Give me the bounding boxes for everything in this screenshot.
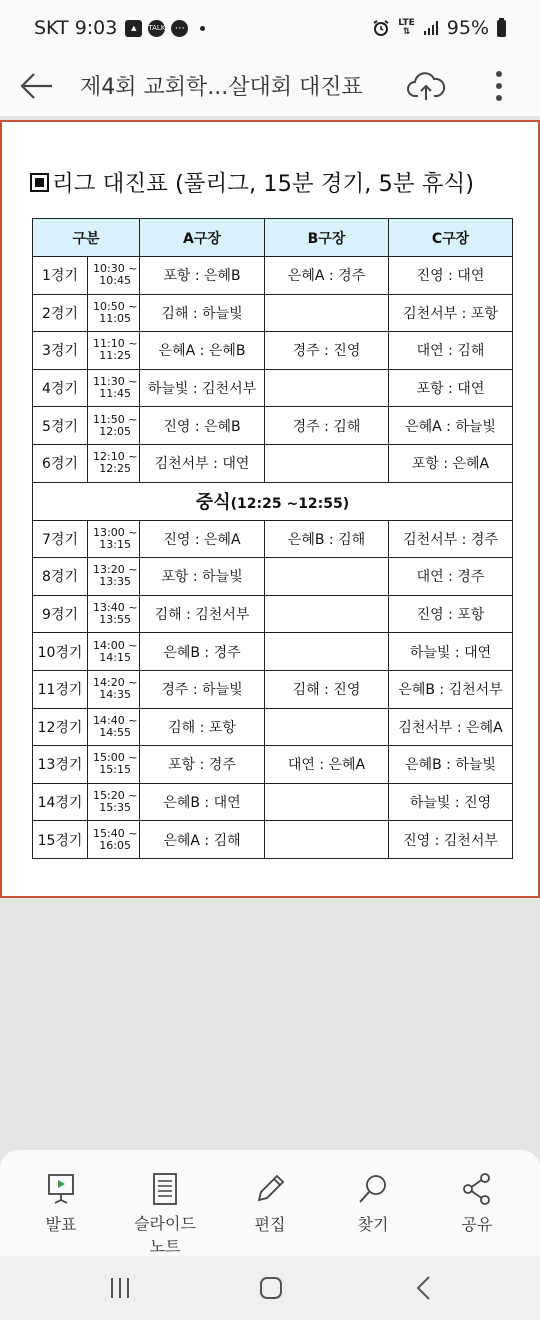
app-bar [0, 56, 540, 116]
court-a-match: 진영 : 은혜A [140, 520, 265, 558]
game-number: 6경기 [33, 444, 88, 482]
share-button[interactable] [432, 1172, 522, 1235]
game-time: 10:50 ~ 11:05 [88, 294, 140, 332]
court-a-match: 은혜B : 경주 [140, 633, 265, 671]
game-number: 14경기 [33, 783, 88, 821]
court-a-match: 은혜B : 대연 [140, 783, 265, 821]
presentation-icon [44, 1172, 78, 1206]
game-time: 13:40 ~ 13:55 [88, 595, 140, 633]
game-time: 14:00 ~ 14:15 [88, 633, 140, 671]
court-a-match: 은혜A : 은혜B [140, 332, 265, 370]
court-a-match: 김해 : 김천서부 [140, 595, 265, 633]
game-number: 10경기 [33, 633, 88, 671]
court-b-match: 은혜B : 김해 [265, 520, 389, 558]
court-b-match: 경주 : 김해 [265, 407, 389, 445]
gallery-icon: ▲ [125, 20, 142, 37]
table-row [33, 821, 513, 859]
game-number: 1경기 [33, 257, 88, 295]
game-number: 3경기 [33, 332, 88, 370]
slide-heading: 리그 대진표 (풀리그, 15분 경기, 5분 휴식) [30, 166, 474, 198]
table-row [33, 595, 513, 633]
court-b-match: 은혜A : 경주 [265, 257, 389, 295]
court-b-match: 경주 : 진영 [265, 332, 389, 370]
court-c-match: 하늘빛 : 진영 [389, 783, 513, 821]
bottom-toolbar [0, 1150, 540, 1256]
home-icon[interactable] [251, 1273, 291, 1303]
court-b-match [265, 783, 389, 821]
battery-icon [497, 20, 506, 37]
game-time: 13:20 ~ 13:35 [88, 558, 140, 596]
table-row [33, 746, 513, 784]
game-number: 7경기 [33, 520, 88, 558]
game-number: 2경기 [33, 294, 88, 332]
game-time: 13:00 ~ 13:15 [88, 520, 140, 558]
table-row [33, 332, 513, 370]
court-b-match [265, 369, 389, 407]
court-a-match: 포항 : 경주 [140, 746, 265, 784]
game-time: 15:40 ~ 16:05 [88, 821, 140, 859]
status-bar [0, 0, 540, 56]
court-a-match: 포항 : 은혜B [140, 257, 265, 295]
game-time: 14:20 ~ 14:35 [88, 670, 140, 708]
court-b-match [265, 633, 389, 671]
court-c-match: 대연 : 김해 [389, 332, 513, 370]
court-a-match: 김해 : 하늘빛 [140, 294, 265, 332]
court-b-match [265, 558, 389, 596]
game-time: 11:30 ~ 11:45 [88, 369, 140, 407]
slide-frame[interactable] [0, 120, 540, 898]
back-icon[interactable] [404, 1273, 444, 1303]
header-court-c: C구장 [389, 219, 513, 257]
search-icon [356, 1172, 390, 1206]
table-row [33, 257, 513, 295]
header-court-b: B구장 [265, 219, 389, 257]
game-time: 12:10 ~ 12:25 [88, 444, 140, 482]
court-c-match: 김천서부 : 은혜A [389, 708, 513, 746]
kakaotalk-icon: TALK [148, 20, 165, 37]
table-row [33, 670, 513, 708]
court-c-match: 포항 : 은혜A [389, 444, 513, 482]
slide-notes-button[interactable] [119, 1172, 211, 1258]
court-a-match: 김해 : 포항 [140, 708, 265, 746]
court-c-match: 진영 : 포항 [389, 595, 513, 633]
game-time: 15:20 ~ 15:35 [88, 783, 140, 821]
slide-notes-icon [148, 1172, 182, 1206]
table-row [33, 407, 513, 445]
game-time: 11:10 ~ 11:25 [88, 332, 140, 370]
court-a-match: 은혜A : 김해 [140, 821, 265, 859]
table-row [33, 369, 513, 407]
document-title: 제4회 교회학...살대회 대진표 [80, 75, 363, 100]
table-row [33, 783, 513, 821]
back-arrow-icon[interactable] [18, 70, 54, 102]
game-number: 11경기 [33, 670, 88, 708]
court-a-match: 포항 : 하늘빛 [140, 558, 265, 596]
battery-percent: 95% [446, 17, 489, 39]
more-notifications-dot [200, 26, 205, 31]
court-b-match: 대연 : 은혜A [265, 746, 389, 784]
game-number: 12경기 [33, 708, 88, 746]
message-icon: ⋯ [171, 20, 188, 37]
court-a-match: 진영 : 은혜B [140, 407, 265, 445]
lte-indicator: LTE ⇅ [398, 18, 415, 37]
court-a-match: 김천서부 : 대연 [140, 444, 265, 482]
court-b-match [265, 821, 389, 859]
table-row [33, 444, 513, 482]
find-label: 찾기 [357, 1215, 389, 1234]
share-label: 공유 [461, 1215, 493, 1234]
game-number: 4경기 [33, 369, 88, 407]
table-row [33, 633, 513, 671]
header-division: 구분 [33, 219, 140, 257]
court-a-match: 하늘빛 : 김천서부 [140, 369, 265, 407]
edit-button[interactable] [225, 1172, 315, 1235]
court-b-match [265, 444, 389, 482]
game-time: 11:50 ~ 12:05 [88, 407, 140, 445]
court-c-match: 하늘빛 : 대연 [389, 633, 513, 671]
cloud-upload-icon[interactable] [406, 68, 446, 104]
game-number: 8경기 [33, 558, 88, 596]
schedule-table [32, 218, 513, 859]
slide-notes-label: 슬라이드 노트 [134, 1214, 196, 1256]
header-court-a: A구장 [140, 219, 265, 257]
court-c-match: 은혜A : 하늘빛 [389, 407, 513, 445]
table-row [33, 294, 513, 332]
court-b-match: 김해 : 진영 [265, 670, 389, 708]
table-row [33, 558, 513, 596]
court-c-match: 김천서부 : 포항 [389, 294, 513, 332]
system-nav-bar [0, 1256, 540, 1320]
court-c-match: 진영 : 대연 [389, 257, 513, 295]
game-number: 15경기 [33, 821, 88, 859]
square-bullet-icon [30, 173, 49, 192]
court-b-match [265, 294, 389, 332]
share-icon [460, 1172, 494, 1206]
more-options-icon[interactable] [486, 68, 512, 104]
court-c-match: 포항 : 대연 [389, 369, 513, 407]
table-header-row [33, 219, 513, 257]
court-c-match: 진영 : 김천서부 [389, 821, 513, 859]
court-c-match: 은혜B : 김천서부 [389, 670, 513, 708]
alarm-icon [372, 19, 390, 37]
lunch-break: 중식(12:25 ~12:55) [33, 482, 513, 520]
court-c-match: 은혜B : 하늘빛 [389, 746, 513, 784]
table-row [33, 708, 513, 746]
find-button[interactable] [328, 1172, 418, 1235]
game-number: 5경기 [33, 407, 88, 445]
signal-icon [423, 20, 439, 36]
pencil-icon [253, 1172, 287, 1206]
edit-label: 편집 [254, 1215, 286, 1234]
court-c-match: 대연 : 경주 [389, 558, 513, 596]
lunch-row [33, 482, 513, 520]
recent-apps-icon[interactable] [100, 1273, 140, 1303]
court-b-match [265, 595, 389, 633]
game-number: 9경기 [33, 595, 88, 633]
table-row [33, 520, 513, 558]
game-number: 13경기 [33, 746, 88, 784]
present-button[interactable] [16, 1172, 106, 1235]
game-time: 15:00 ~ 15:15 [88, 746, 140, 784]
court-b-match [265, 708, 389, 746]
game-time: 10:30 ~ 10:45 [88, 257, 140, 295]
game-time: 14:40 ~ 14:55 [88, 708, 140, 746]
court-a-match: 경주 : 하늘빛 [140, 670, 265, 708]
court-c-match: 김천서부 : 경주 [389, 520, 513, 558]
carrier-time: SKT 9:03 [34, 17, 118, 39]
present-label: 발표 [45, 1215, 77, 1234]
